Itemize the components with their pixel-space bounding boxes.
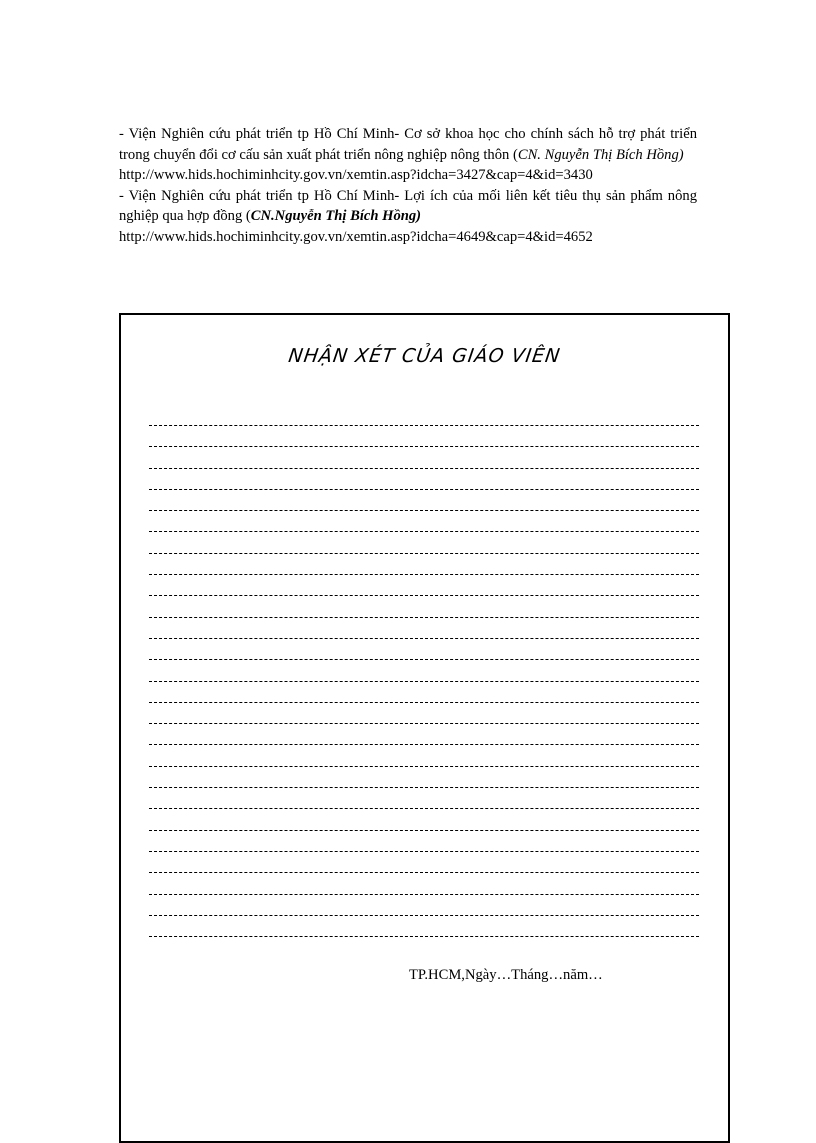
teacher-comment-box bbox=[119, 313, 730, 1143]
reference-1-author-prefix: ( bbox=[512, 146, 518, 163]
comment-line bbox=[149, 524, 699, 545]
reference-1 bbox=[119, 124, 697, 165]
reference-2-text: - Viện Nghiên cứu phát triển tp Hồ Chí Minh- Lợi ích của mối liên kết tiêu thụ sản phẩm nông nghiệp qua hợp đồng bbox=[119, 187, 697, 224]
reference-1-url[interactable]: http://www.hids.hochiminhcity.gov.vn/xemtin.asp?idcha=3427&cap=4&id=3430 bbox=[119, 167, 593, 183]
comment-line bbox=[149, 695, 699, 716]
comment-line bbox=[149, 716, 699, 737]
comment-line bbox=[149, 865, 699, 886]
comment-line bbox=[149, 844, 699, 865]
comment-line bbox=[149, 780, 699, 801]
reference-2-author: CN.Nguyễn Thị Bích Hồng) bbox=[250, 208, 422, 224]
comment-line bbox=[149, 546, 699, 567]
comment-line bbox=[149, 610, 699, 631]
comment-line bbox=[149, 887, 699, 908]
comment-line bbox=[149, 908, 699, 929]
reference-2 bbox=[119, 186, 697, 227]
reference-1-text: - Viện Nghiên cứu phát triển tp Hồ Chí Minh- Cơ sở khoa học cho chính sách hỗ trợ phát triển trong chuyển đổi cơ cấu sản xuất phát triển nông nghiệp nông thôn bbox=[119, 126, 697, 163]
comment-lines bbox=[149, 418, 699, 950]
reference-1-author: CN. Nguyễn Thị Bích Hồng) bbox=[517, 146, 684, 163]
date-line: TP.HCM,Ngày…Tháng…năm… bbox=[409, 967, 603, 983]
comment-line bbox=[149, 631, 699, 652]
comment-line bbox=[149, 461, 699, 482]
comment-line bbox=[149, 652, 699, 673]
comment-line bbox=[149, 759, 699, 780]
comment-line bbox=[149, 823, 699, 844]
comment-line bbox=[149, 929, 699, 950]
comment-line bbox=[149, 737, 699, 758]
comment-line bbox=[149, 588, 699, 609]
comment-line bbox=[149, 503, 699, 524]
comment-line bbox=[149, 801, 699, 822]
reference-2-url[interactable]: http://www.hids.hochiminhcity.gov.vn/xemtin.asp?idcha=4649&cap=4&id=4652 bbox=[119, 228, 593, 245]
reference-2-author-prefix: ( bbox=[242, 208, 251, 224]
comment-line bbox=[149, 482, 699, 503]
comment-line bbox=[149, 439, 699, 460]
teacher-comment-title: NHẬN XÉT CỦA GIÁO VIÊN bbox=[287, 345, 562, 367]
comment-line bbox=[149, 674, 699, 695]
comment-line bbox=[149, 418, 699, 439]
comment-line bbox=[149, 567, 699, 588]
references-section bbox=[119, 124, 697, 247]
